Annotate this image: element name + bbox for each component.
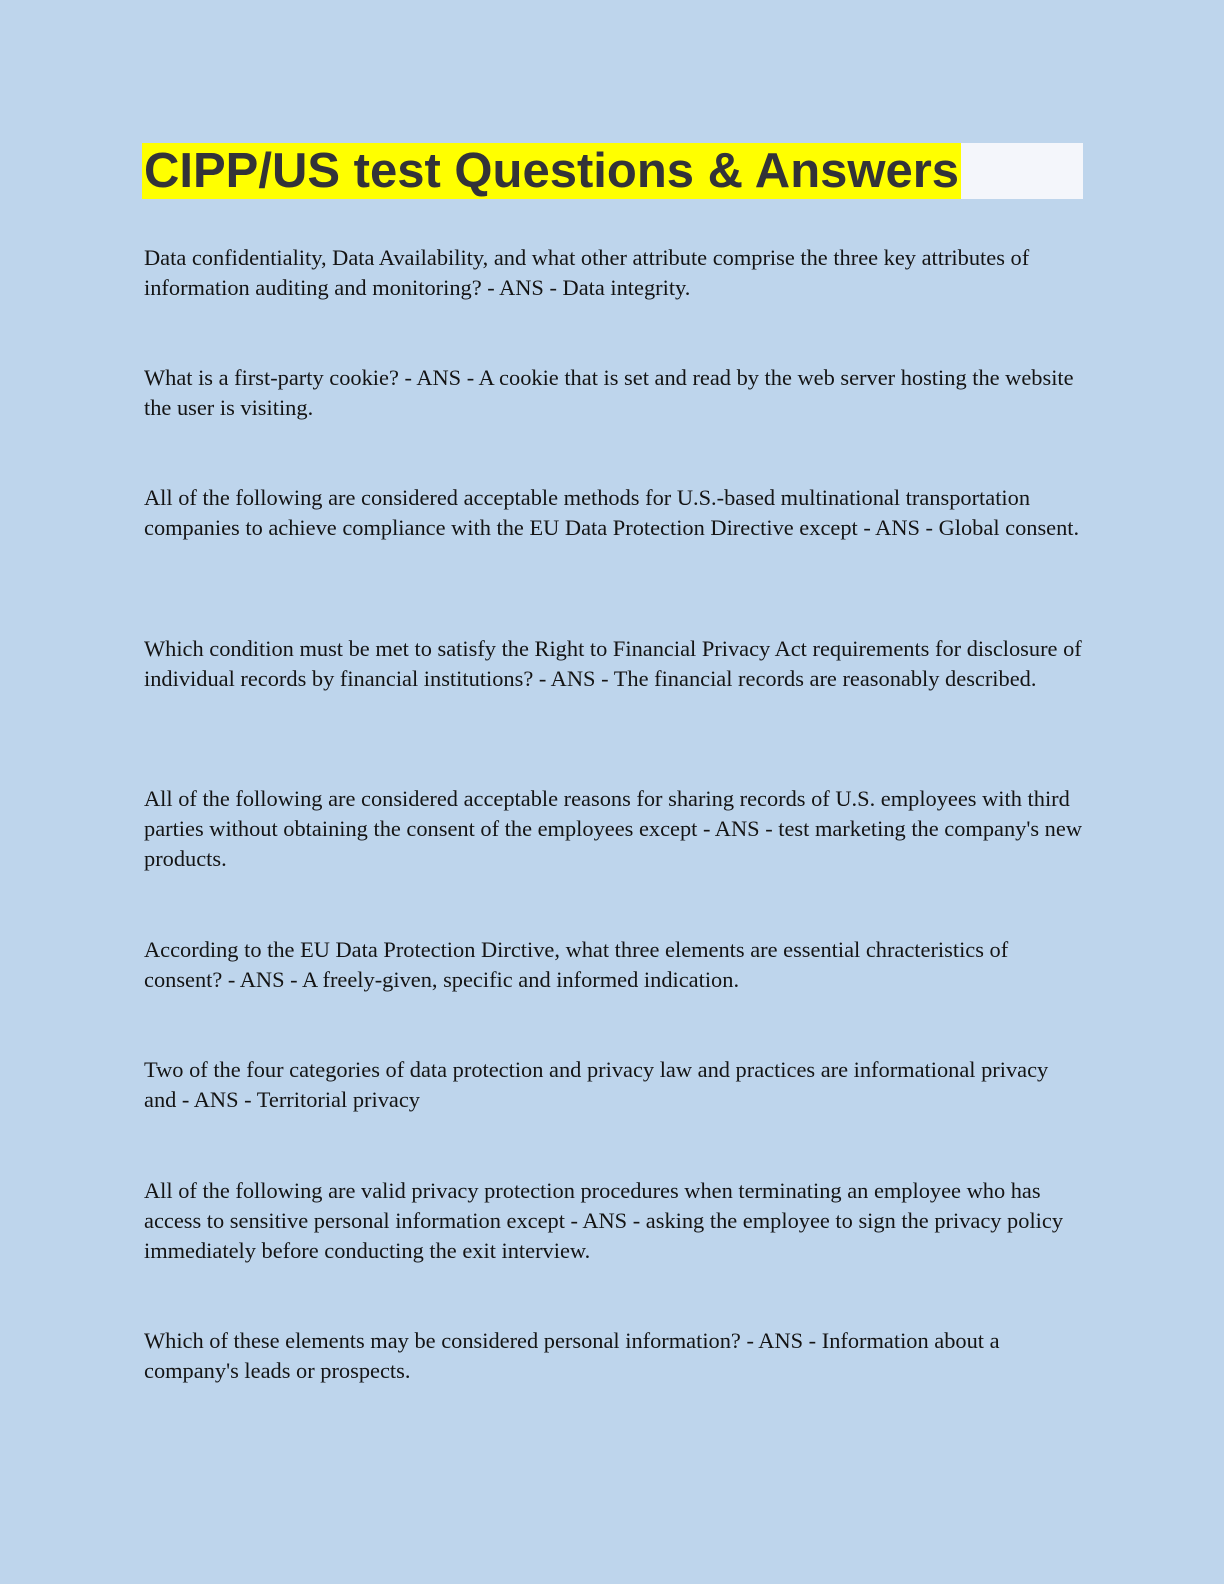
- qa-item-6: According to the EU Data Protection Dirctive, what three elements are essential chracteristics of consent? - ANS - A freely-given, specific and informed indication.: [144, 937, 1009, 992]
- qa-item-3: All of the following are considered acceptable methods for U.S.-based multinational transportation companies to achieve compliance with the EU Data Protection Directive except - ANS - Global consent.: [144, 485, 1080, 540]
- qa-item-2: What is a first-party cookie? - ANS - A cookie that is set and read by the web server hosting the website the user is visiting.: [144, 365, 1074, 420]
- qa-item-1: Data confidentiality, Data Availability, and what other attribute comprise the three key attributes of information auditing and monitoring? - ANS - Data integrity.: [144, 245, 1030, 300]
- qa-item-9: Which of these elements may be considered personal information? - ANS - Information about a company's leads or prospects.: [144, 1328, 1000, 1383]
- qa-item-5: All of the following are considered acceptable reasons for sharing records of U.S. employees with third parties without obtaining the consent of the employees except - ANS - test marketing the company's new products.: [144, 786, 1082, 871]
- qa-item-7: Two of the four categories of data protection and privacy law and practices are informational privacy and - ANS - Territorial privacy: [144, 1057, 1049, 1112]
- qa-item-8: All of the following are valid privacy protection procedures when terminating an employee who has access to sensitive personal information except - ANS - asking the employee to sign the privacy policy immediately before conducting the exit interview.: [144, 1178, 1064, 1263]
- page-title: CIPP/US test Questions & Answers: [144, 144, 960, 198]
- qa-item-4: Which condition must be met to satisfy the Right to Financial Privacy Act requirements for disclosure of individual records by financial institutions? - ANS - The financial records are reasonably described.: [144, 636, 1082, 691]
